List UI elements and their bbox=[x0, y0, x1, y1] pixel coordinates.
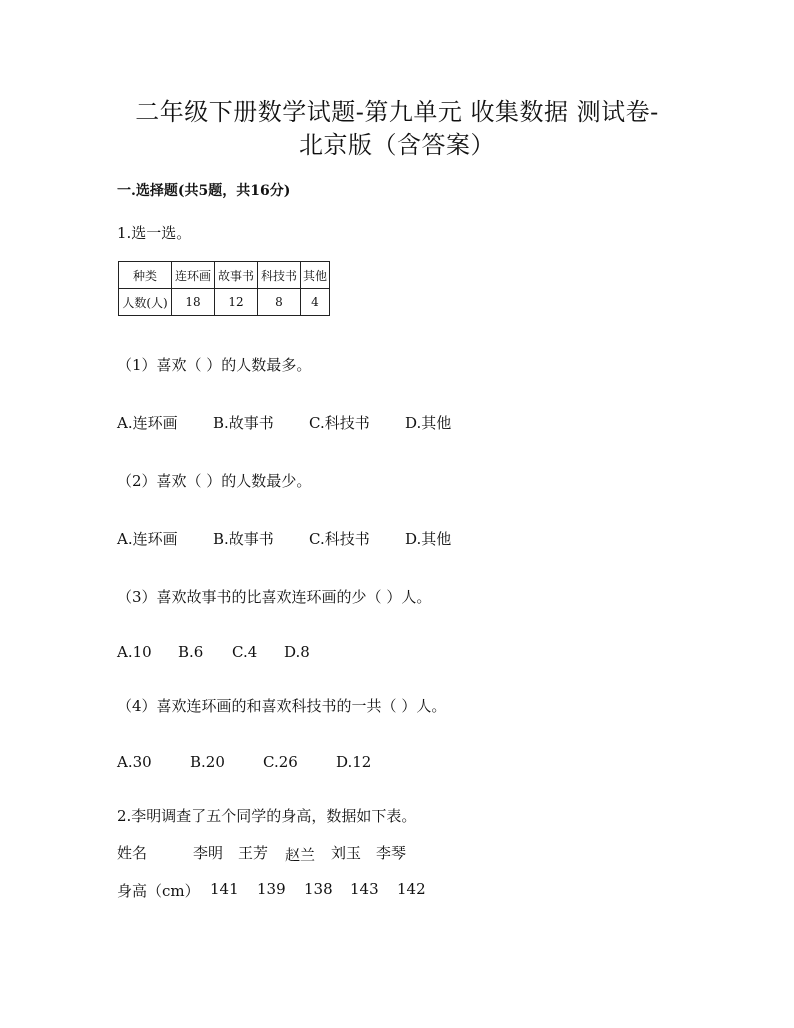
name-row-label: 姓名 bbox=[117, 844, 148, 862]
sub-question-4: （4）喜欢连环画的和喜欢科技书的一共（ ）人。 bbox=[117, 697, 447, 715]
table-cell: 其他 bbox=[301, 262, 330, 289]
table-header-row bbox=[119, 262, 330, 289]
student-name: 刘玉 bbox=[331, 844, 362, 862]
question-2-prompt: 2.李明调查了五个同学的身高，数据如下表。 bbox=[117, 807, 417, 825]
worksheet-title-line1: 二年级下册数学试题-第九单元 收集数据 测试卷- bbox=[135, 98, 659, 126]
option-d[interactable]: D.其他 bbox=[405, 414, 452, 432]
height-row-label: 身高（cm） bbox=[117, 882, 200, 900]
table-cell: 故事书 bbox=[215, 262, 258, 289]
question-1-prompt: 1.选一选。 bbox=[117, 224, 192, 242]
option-c[interactable]: C.科技书 bbox=[309, 414, 370, 432]
option-b[interactable]: B.20 bbox=[190, 753, 225, 771]
table-cell: 科技书 bbox=[258, 262, 301, 289]
table-cell: 人数(人) bbox=[119, 289, 172, 316]
reading-preference-table bbox=[118, 261, 330, 316]
sub-question-3: （3）喜欢故事书的比喜欢连环画的少（ ）人。 bbox=[117, 588, 432, 606]
section-heading-choice: 一.选择题(共5题，共16分) bbox=[117, 183, 291, 199]
option-d[interactable]: D.其他 bbox=[405, 530, 452, 548]
worksheet-title-line2: 北京版（含答案） bbox=[299, 131, 495, 159]
table-cell: 4 bbox=[301, 289, 330, 316]
student-height: 143 bbox=[350, 880, 379, 898]
table-row bbox=[119, 289, 330, 316]
option-a[interactable]: A.连环画 bbox=[117, 414, 178, 432]
option-b[interactable]: B.6 bbox=[178, 643, 204, 661]
student-name: 李明 bbox=[193, 844, 224, 862]
student-name: 赵兰 bbox=[285, 846, 316, 864]
option-d[interactable]: D.8 bbox=[284, 643, 310, 661]
student-height: 139 bbox=[257, 880, 286, 898]
option-c[interactable]: C.26 bbox=[263, 753, 298, 771]
table-cell: 12 bbox=[215, 289, 258, 316]
student-height: 142 bbox=[397, 880, 426, 898]
student-name: 李琴 bbox=[376, 844, 407, 862]
sub-question-1: （1）喜欢（ ）的人数最多。 bbox=[117, 356, 312, 374]
option-b[interactable]: B.故事书 bbox=[213, 414, 274, 432]
student-name: 王芳 bbox=[238, 844, 269, 862]
option-d[interactable]: D.12 bbox=[336, 753, 372, 771]
student-height: 141 bbox=[210, 880, 239, 898]
table-cell: 连环画 bbox=[172, 262, 215, 289]
sub-question-2: （2）喜欢（ ）的人数最少。 bbox=[117, 472, 312, 490]
table-cell: 种类 bbox=[119, 262, 172, 289]
option-a[interactable]: A.连环画 bbox=[117, 530, 178, 548]
option-a[interactable]: A.30 bbox=[117, 753, 152, 771]
option-a[interactable]: A.10 bbox=[117, 643, 152, 661]
option-c[interactable]: C.科技书 bbox=[309, 530, 370, 548]
option-b[interactable]: B.故事书 bbox=[213, 530, 274, 548]
table-cell: 8 bbox=[258, 289, 301, 316]
student-height: 138 bbox=[304, 880, 333, 898]
table-cell: 18 bbox=[172, 289, 215, 316]
option-c[interactable]: C.4 bbox=[232, 643, 258, 661]
